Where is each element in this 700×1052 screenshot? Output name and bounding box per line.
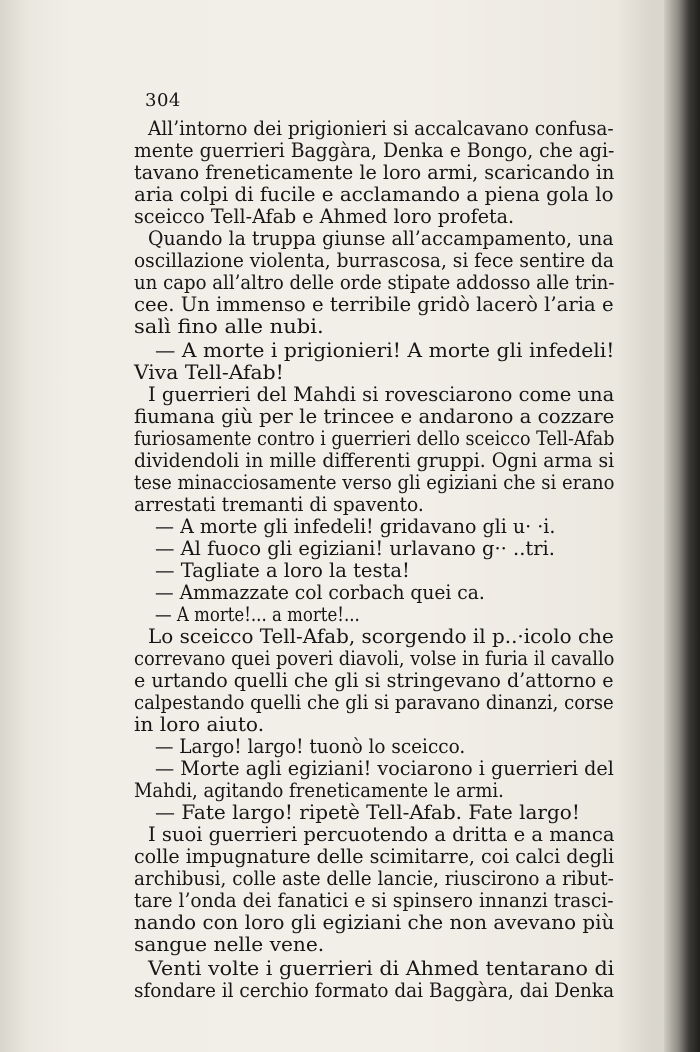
text-line: furiosamente contro i guerrieri dello sceicco Tell-Afab — [134, 427, 615, 450]
text-line: All’intorno dei prigionieri si accalcavano confusa- — [148, 117, 614, 140]
text-line: archibusi, colle aste delle lancie, riuscirono a ribut- — [134, 867, 614, 890]
text-line: Venti volte i guerrieri di Ahmed tentarano di — [148, 957, 615, 980]
text-line: I suoi guerrieri percuotendo a dritta e a manca — [148, 823, 615, 846]
text-line: Lo sceicco Tell-Afab, scorgendo il p..·icolo che — [148, 625, 614, 648]
text-line: cee. Un immenso e terribile gridò lacerò l’aria e — [134, 293, 614, 316]
text-line: — Morte agli egiziani! vociarono i guerrieri del — [155, 757, 614, 780]
text-line: — Fate largo! ripetè Tell-Afab. Fate largo! — [155, 801, 580, 824]
text-line: tare l’onda dei fanatici e si spinsero innanzi trasci- — [134, 889, 614, 912]
text-line: mente guerrieri Baggàra, Denka e Bongo, che agi- — [134, 139, 615, 162]
text-line: colle impugnature delle scimitarre, coi calci degli — [134, 845, 615, 868]
text-line: correvano quei poveri diavoli, volse in furia il cavallo — [134, 647, 615, 670]
text-line: calpestando quelli che gli si paravano dinanzi, corse — [134, 691, 614, 714]
text-line: tavano freneticamente le loro armi, scaricando in — [134, 161, 615, 184]
text-line: sangue nelle vene. — [134, 933, 325, 956]
text-line: nando con loro gli egiziani che non avevano più — [134, 911, 615, 934]
text-line: fiumana giù per le trincee e andarono a cozzare — [134, 405, 615, 428]
text-line: in loro aiuto. — [134, 713, 265, 736]
text-line: I guerrieri del Mahdi si rovesciarono come una — [148, 383, 615, 406]
text-line: arrestati tremanti di spavento. — [134, 493, 424, 516]
text-line: un capo all’altro delle orde stipate addosso alle trin- — [134, 271, 615, 294]
text-line: aria colpi di fucile e acclamando a piena gola lo — [134, 183, 614, 206]
text-line: — A morte!... a morte!... — [155, 603, 360, 626]
text-line: dividendoli in mille differenti gruppi. Ogni arma si — [134, 449, 615, 472]
text-line: oscillazione violenta, burrascosa, si fece sentire da — [134, 249, 614, 272]
text-line: — Largo! largo! tuonò lo sceicco. — [155, 735, 466, 758]
text-line: — Al fuoco gli egiziani! urlavano g·· ..tri. — [155, 537, 555, 560]
text-line: tese minacciosamente verso gli egiziani che si erano — [134, 471, 615, 494]
text-line: — A morte gli infedeli! gridavano gli u· ·i. — [155, 515, 556, 538]
text-line: Viva Tell-Afab! — [134, 361, 284, 384]
text-line: — Ammazzate col corbach quei ca. — [155, 581, 485, 604]
text-line: — Tagliate a loro la testa! — [155, 559, 410, 582]
text-line: sfondare il cerchio formato dai Baggàra, dai Denka — [134, 979, 615, 1002]
text-line: Quando la truppa giunse all’accampamento, una — [148, 227, 614, 250]
text-line: salì fino alle nubi. — [134, 315, 324, 338]
text-line: e urtando quelli che gli si stringevano d’attorno e — [134, 669, 614, 692]
text-line: — A morte i prigionieri! A morte gli infedeli! — [155, 339, 615, 362]
page-number: 304 — [145, 90, 181, 111]
text-line: Mahdi, agitando freneticamente le armi. — [134, 779, 504, 802]
text-line: sceicco Tell-Afab e Ahmed loro profeta. — [134, 205, 515, 228]
